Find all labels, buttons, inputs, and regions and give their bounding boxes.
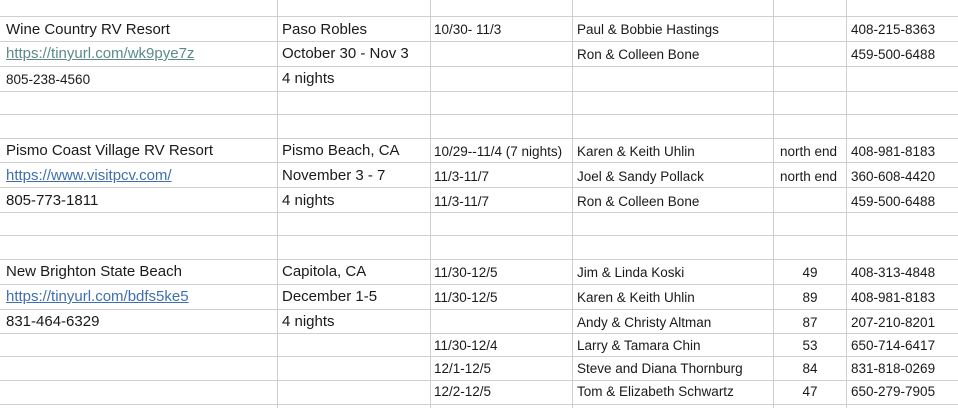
resort-name: Pismo Coast Village RV Resort [6,142,214,159]
guest-name: Karen & Keith Uhlin [577,290,695,305]
guest-stay: 12/1-12/5 [434,361,492,376]
guest-name: Jim & Linda Koski [577,265,685,280]
guest-stay: 11/30-12/4 [434,338,498,353]
resort-nights: 4 nights [282,70,335,87]
column-divider [430,0,431,408]
guest-phone: 831-818-0269 [851,361,936,376]
resort-link[interactable]: https://tinyurl.com/wk9pye7z [6,45,195,62]
guest-phone: 207-210-8201 [851,315,936,330]
row-divider [0,187,958,188]
guest-stay: 11/30-12/5 [434,265,498,280]
resort-dates: October 30 - Nov 3 [282,45,409,62]
guest-phone: 360-608-4420 [851,169,936,184]
row-divider [0,138,958,139]
guest-name: Ron & Colleen Bone [577,194,700,209]
resort-phone: 831-464-6329 [6,313,100,330]
row-divider [0,404,958,405]
guest-name: Larry & Tamara Chin [577,338,701,353]
guest-site: 47 [802,384,818,399]
row-divider [0,356,958,357]
row-divider [0,114,958,115]
resort-nights: 4 nights [282,313,335,330]
resort-link[interactable]: https://tinyurl.com/bdfs5ke5 [6,288,189,305]
guest-name: Tom & Elizabeth Schwartz [577,384,734,399]
resort-location: Paso Robles [282,21,368,38]
guest-name: Joel & Sandy Pollack [577,169,704,184]
guest-site: 53 [802,338,818,353]
guest-stay: 10/29--11/4 (7 nights) [434,144,563,159]
guest-site: north end [780,169,838,184]
guest-site: 49 [802,265,818,280]
row-divider [0,333,958,334]
column-divider [277,0,278,408]
row-divider [0,162,958,163]
guest-stay: 11/3-11/7 [434,169,490,184]
resort-location: Pismo Beach, CA [282,142,400,159]
resort-phone: 805-238-4560 [6,72,91,87]
resort-phone: 805-773-1811 [6,192,99,209]
guest-stay: 12/2-12/5 [434,384,492,399]
guest-phone: 408-981-8183 [851,290,936,305]
guest-name: Paul & Bobbie Hastings [577,22,719,37]
resort-nights: 4 nights [282,192,335,209]
guest-name: Ron & Colleen Bone [577,47,700,62]
row-divider [0,284,958,285]
resort-dates: December 1-5 [282,288,378,305]
guest-name: Andy & Christy Altman [577,315,712,330]
guest-phone: 408-215-8363 [851,22,936,37]
row-divider [0,66,958,67]
guest-site: 84 [802,361,818,376]
guest-phone: 459-500-6488 [851,47,936,62]
column-divider [846,0,847,408]
guest-stay: 11/30-12/5 [434,290,498,305]
resort-name: New Brighton State Beach [6,263,182,280]
resort-name: Wine Country RV Resort [6,21,170,38]
row-divider [0,16,958,17]
row-divider [0,212,958,213]
resort-link[interactable]: https://www.visitpcv.com/ [6,167,172,184]
guest-name: Karen & Keith Uhlin [577,144,695,159]
guest-site: 87 [802,315,818,330]
guest-stay: 10/30- 11/3 [434,22,502,37]
guest-name: Steve and Diana Thornburg [577,361,743,376]
resort-location: Capitola, CA [282,263,367,280]
row-divider [0,309,958,310]
guest-phone: 408-981-8183 [851,144,936,159]
resort-dates: November 3 - 7 [282,167,386,184]
row-divider [0,41,958,42]
guest-site: 89 [802,290,818,305]
guest-stay: 11/3-11/7 [434,194,490,209]
row-divider [0,380,958,381]
row-divider [0,91,958,92]
column-divider [572,0,573,408]
guest-phone: 408-313-4848 [851,265,936,280]
row-divider [0,235,958,236]
guest-phone: 650-279-7905 [851,384,936,399]
guest-phone: 650-714-6417 [851,338,936,353]
row-divider [0,259,958,260]
guest-phone: 459-500-6488 [851,194,936,209]
guest-site: north end [780,144,838,159]
